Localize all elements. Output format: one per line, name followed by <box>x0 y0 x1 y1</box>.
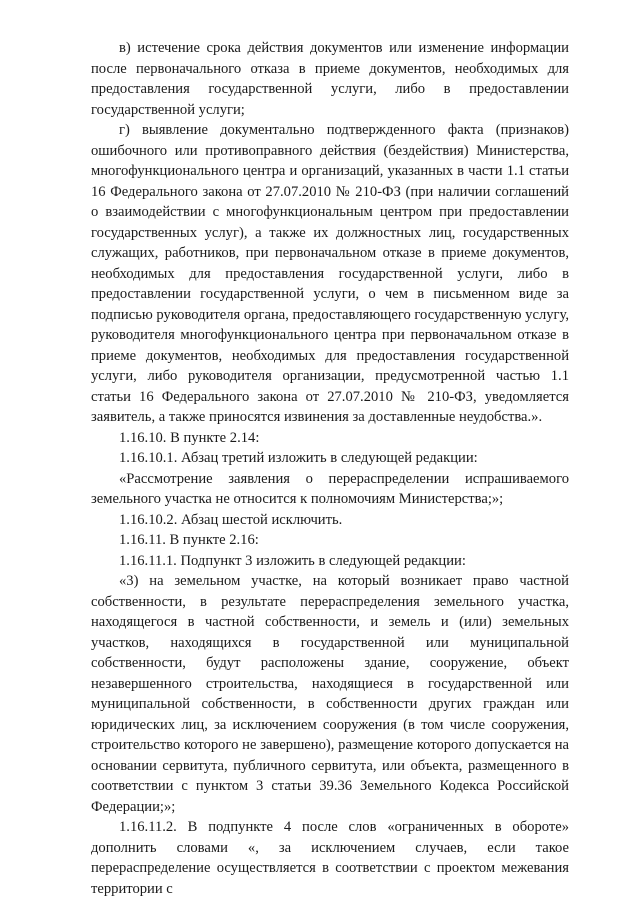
document-page <box>91 38 569 899</box>
paragraph-1-16-11-2: 1.16.11.2. В подпункте 4 после слов «ограниченных в обороте» дополнить словами «, за исключением случаев, если такое перераспределение осуществляется в соответствии с проектом межевания территории с <box>91 819 569 897</box>
paragraph-item-g: г) выявление документально подтвержденного факта (признаков) ошибочного или противоправного действия (бездействия) Министерства, многофункционального центра и организаций, указанных в части 1.1 статьи 16 Федерального закона от 27.07.2010 № 210-ФЗ (при наличии соглашений о взаимодействии с многофункциональным центром при предоставлении государственных услуг), а также их должностных лиц, государственных служащих, работников, при первоначальном отказе в приеме документов, необходимых для предоставления государственной услуги, либо в предоставлении государственной услуги, о чем в письменном виде за подписью руководителя органа, предоставляющего государственную услугу, руководителя многофункционального центра при первоначальном отказе в приеме документов, необходимых для предоставления государственной услуги, либо руководителя организации, предусмотренной частью 1.1 статьи 16 Федерального закона от 27.07.2010 № 210-ФЗ, уведомляется заявитель, а также приносятся извинения за доставленные неудобства.». <box>91 122 569 425</box>
paragraph-quote-subitem-3: «3) на земельном участке, на который возникает право частной собственности, в результате перераспределения земельного участка, находящегося в частной собственности, и земель и (или) земельных участков, находящихся в государственной или муниципальной собственности, будут расположены здание, сооружение, объект незавершенного строительства, находящиеся в государственной или муниципальной собственности, в собственности других граждан или юридических лиц, за исключением сооружения (в том числе сооружения, строительство которого не завершено), размещение которого допускается на основании сервитута, публичного сервитута, или объекта, размещенного в соответствии с пунктом 3 статьи 39.36 Земельного Кодекса Российской Федерации;»; <box>91 573 569 815</box>
paragraph-quote-review: «Рассмотрение заявления о перераспределении испрашиваемого земельного участка не относится к полномочиям Министерства;»; <box>91 470 569 507</box>
paragraph-1-16-10: 1.16.10. В пункте 2.14: <box>119 429 260 446</box>
paragraph-1-16-11-1: 1.16.11.1. Подпункт 3 изложить в следующей редакции: <box>119 552 466 569</box>
paragraph-1-16-11: 1.16.11. В пункте 2.16: <box>119 532 259 548</box>
paragraph-item-v: в) истечение срока действия документов или изменение информации после первоначального отказа в приеме документов, необходимых для предоставления государственной услуги, либо в предоставлении государственной услуги; <box>91 40 569 118</box>
paragraph-1-16-10-1: 1.16.10.1. Абзац третий изложить в следующей редакции: <box>119 450 478 466</box>
paragraph-1-16-10-2: 1.16.10.2. Абзац шестой исключить. <box>119 511 343 528</box>
